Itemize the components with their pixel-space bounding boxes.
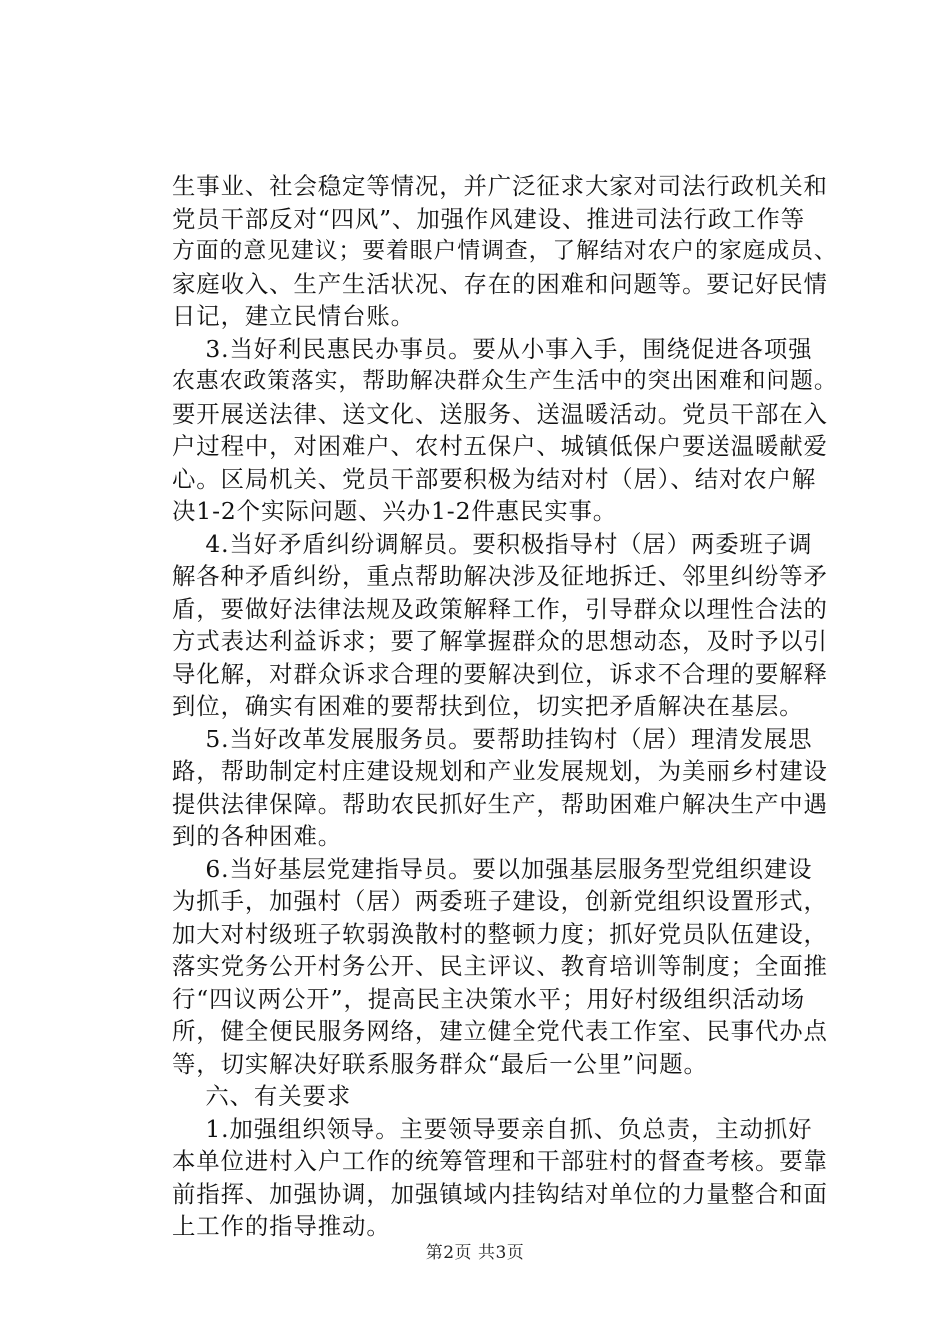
text-line: 5.当好改革发展服务员。要帮助挂钩村（居）理清发展思: [172, 724, 813, 753]
text-line: 农惠农政策落实，帮助解决群众生产生活中的突出困难和问题。: [172, 368, 838, 394]
text-line: 上工作的指导推动。: [172, 1212, 391, 1240]
text-line: 六、有关要求: [172, 1082, 352, 1110]
text-line: 前指挥、加强协调，加强镇域内挂钩结对单位的力量整合和面: [172, 1179, 828, 1208]
text-line: 党员干部反对“四风”、加强作风建设、推进司法行政工作等: [172, 204, 805, 233]
text-line: 6.当好基层党建指导员。要以加强基层服务型党组织建设: [172, 854, 813, 883]
text-line: 日记，建立民情台账。: [172, 302, 415, 330]
page-footer: [0, 1242, 950, 1264]
text-line: 心。区局机关、党员干部要积极为结对村（居）、结对农户解: [172, 464, 817, 493]
text-line: 提供法律保障。帮助农民抓好生产，帮助困难户解决生产中遇: [172, 789, 828, 818]
text-line: 行“四议两公开”，提高民主决策水平；用好村级组织活动场: [172, 984, 805, 1013]
text-line: 所，健全便民服务网络，建立健全党代表工作室、民事代办点: [172, 1017, 828, 1045]
text-line: 4.当好矛盾纠纷调解员。要积极指导村（居）两委班子调: [172, 529, 813, 558]
text-line: 到的各种困难。: [172, 822, 343, 850]
text-line: 生事业、社会稳定等情况，并广泛征求大家对司法行政机关和: [172, 172, 828, 200]
document-body: [172, 170, 837, 1243]
page-number: 第2页 共3页: [425, 1243, 525, 1263]
text-line: 落实党务公开村务公开、民主评议、教育培训等制度；全面推: [172, 952, 828, 980]
text-line: 等，切实解决好联系服务群众“最后一公里”问题。: [172, 1049, 708, 1078]
text-line: 路，帮助制定村庄建设规划和产业发展规划，为美丽乡村建设: [172, 757, 828, 785]
text-line: 方式表达利益诉求；要了解掌握群众的思想动态，及时予以引: [172, 627, 828, 655]
text-line: 方面的意见建议；要着眼户情调查，了解结对农户的家庭成员、: [172, 238, 838, 264]
text-line: 3.当好利民惠民办事员。要从小事入手，围绕促进各项强: [172, 334, 813, 363]
text-line: 户过程中，对困难户、农村五保户、城镇低保户要送温暖献爱: [172, 432, 828, 460]
text-line: 解各种矛盾纠纷，重点帮助解决涉及征地拆迁、邻里纠纷等矛: [172, 562, 828, 590]
text-line: 为抓手，加强村（居）两委班子建设，创新党组织设置形式，: [172, 887, 828, 915]
text-line: 到位，确实有困难的要帮扶到位，切实把矛盾解决在基层。: [172, 692, 804, 720]
text-line: 本单位进村入户工作的统筹管理和干部驻村的督查考核。要靠: [172, 1147, 828, 1175]
text-line: 1.加强组织领导。主要领导要亲自抓、负总责，主动抓好: [172, 1114, 813, 1143]
text-line: 加大对村级班子软弱涣散村的整顿力度；抓好党员队伍建设，: [172, 919, 828, 948]
text-line: 盾，要做好法律法规及政策解释工作，引导群众以理性合法的: [172, 594, 828, 623]
text-line: 要开展送法律、送文化、送服务、送温暖活动。党员干部在入: [172, 399, 828, 428]
text-line: 家庭收入、生产生活状况、存在的困难和问题等。要记好民情: [172, 269, 828, 298]
text-line: 决1-2个实际问题、兴办1-2件惠民实事。: [172, 497, 618, 525]
text-line: 导化解，对群众诉求合理的要解决到位，诉求不合理的要解释: [172, 659, 828, 688]
